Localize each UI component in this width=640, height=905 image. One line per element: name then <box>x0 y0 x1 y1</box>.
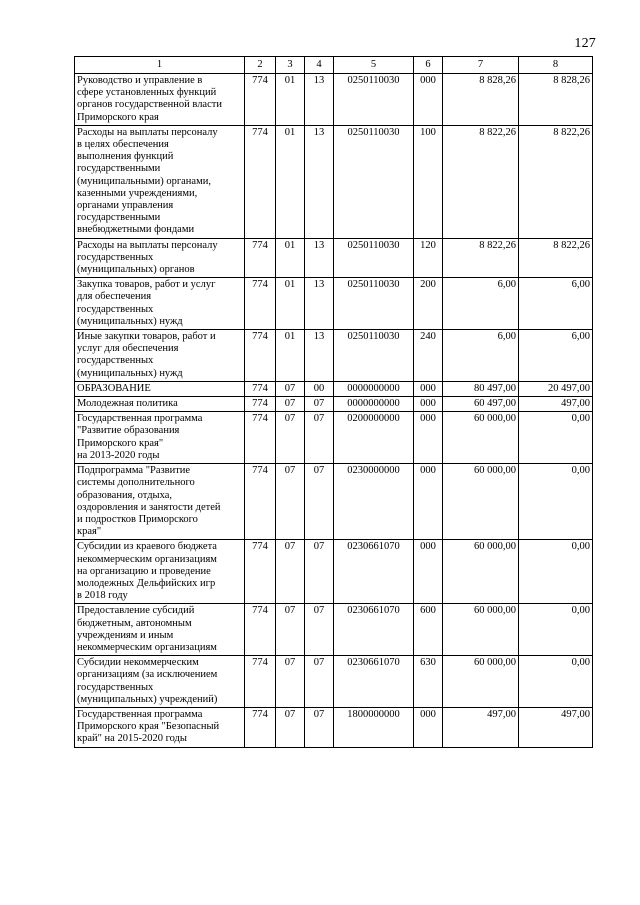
column-header: 2 <box>245 57 276 74</box>
row-name-text: Молодежная политика <box>77 398 178 410</box>
row-name <box>75 125 245 238</box>
table-body <box>75 57 593 748</box>
row-name-text: Руководство и управление в сфере установленных функций органов государственной власти Приморского края <box>77 75 222 123</box>
row-expense-type: 600 <box>414 604 443 656</box>
row-target-article: 0230661070 <box>334 604 414 656</box>
row-admin-code: 774 <box>245 412 276 464</box>
row-section: 07 <box>276 656 305 708</box>
row-subsection: 13 <box>305 238 334 278</box>
row-subsection: 13 <box>305 278 334 330</box>
row-target-article: 0000000000 <box>334 397 414 412</box>
row-sum-col8: 0,00 <box>519 412 593 464</box>
column-header: 5 <box>334 57 414 74</box>
row-expense-type: 200 <box>414 278 443 330</box>
row-section: 01 <box>276 238 305 278</box>
row-target-article: 0200000000 <box>334 412 414 464</box>
row-section: 07 <box>276 604 305 656</box>
row-name <box>75 381 245 396</box>
row-subsection: 07 <box>305 540 334 604</box>
row-expense-type: 000 <box>414 397 443 412</box>
row-sum-col7: 8 828,26 <box>443 74 519 126</box>
row-target-article: 0250110030 <box>334 238 414 278</box>
row-expense-type: 000 <box>414 540 443 604</box>
row-name <box>75 604 245 656</box>
row-section: 07 <box>276 707 305 747</box>
row-sum-col8: 6,00 <box>519 330 593 382</box>
row-target-article: 0250110030 <box>334 278 414 330</box>
row-admin-code: 774 <box>245 74 276 126</box>
row-sum-col7: 60 000,00 <box>443 604 519 656</box>
row-name-text: Иные закупки товаров, работ и услуг для обеспечения государственных (муниципальных) нужд <box>77 331 216 379</box>
row-expense-type: 000 <box>414 381 443 396</box>
row-expense-type: 100 <box>414 125 443 238</box>
row-target-article: 0250110030 <box>334 330 414 382</box>
row-admin-code: 774 <box>245 604 276 656</box>
row-target-article: 0230000000 <box>334 464 414 540</box>
row-sum-col7: 60 000,00 <box>443 656 519 708</box>
row-sum-col7: 60 497,00 <box>443 397 519 412</box>
row-expense-type: 000 <box>414 707 443 747</box>
row-target-article: 0250110030 <box>334 125 414 238</box>
column-header: 3 <box>276 57 305 74</box>
row-subsection: 07 <box>305 412 334 464</box>
row-subsection: 00 <box>305 381 334 396</box>
row-name-text: Предоставление субсидий бюджетным, автономным учреждениям и иным некоммерческим организациям <box>77 605 217 653</box>
row-admin-code: 774 <box>245 278 276 330</box>
row-name <box>75 238 245 278</box>
row-sum-col7: 6,00 <box>443 278 519 330</box>
column-header: 4 <box>305 57 334 74</box>
row-admin-code: 774 <box>245 707 276 747</box>
row-name-text: Расходы на выплаты персоналу государственных (муниципальных) органов <box>77 239 218 276</box>
row-sum-col8: 0,00 <box>519 604 593 656</box>
row-name <box>75 74 245 126</box>
row-name <box>75 540 245 604</box>
row-sum-col8: 0,00 <box>519 464 593 540</box>
row-subsection: 07 <box>305 707 334 747</box>
row-name-text: Подпрограмма "Развитие системы дополнительного образования, отдыха, оздоровления и занятости детей и подростков Приморского края" <box>77 465 221 538</box>
row-sum-col7: 8 822,26 <box>443 238 519 278</box>
column-number-row <box>75 57 593 74</box>
row-subsection: 13 <box>305 125 334 238</box>
row-name <box>75 707 245 747</box>
column-header: 6 <box>414 57 443 74</box>
table-row <box>75 540 593 604</box>
row-admin-code: 774 <box>245 397 276 412</box>
row-subsection: 13 <box>305 330 334 382</box>
row-section: 07 <box>276 412 305 464</box>
table-row <box>75 74 593 126</box>
row-sum-col7: 80 497,00 <box>443 381 519 396</box>
row-section: 01 <box>276 278 305 330</box>
row-target-article: 0250110030 <box>334 74 414 126</box>
row-subsection: 07 <box>305 464 334 540</box>
row-subsection: 13 <box>305 74 334 126</box>
row-admin-code: 774 <box>245 540 276 604</box>
column-header: 8 <box>519 57 593 74</box>
table-row <box>75 330 593 382</box>
row-sum-col7: 60 000,00 <box>443 540 519 604</box>
column-header: 7 <box>443 57 519 74</box>
row-sum-col8: 0,00 <box>519 656 593 708</box>
table-row <box>75 278 593 330</box>
row-admin-code: 774 <box>245 125 276 238</box>
row-sum-col8: 20 497,00 <box>519 381 593 396</box>
row-name-text: Субсидии некоммерческим организациям (за исключением государственных (муниципальных) учреждений) <box>77 657 218 705</box>
row-sum-col8: 497,00 <box>519 397 593 412</box>
row-sum-col8: 0,00 <box>519 540 593 604</box>
row-name-text: Расходы на выплаты персоналу в целях обеспечения выполнения функций государственными (муниципальными) органами, казенными учреждениями, органами управления государственными внебюджетными фондами <box>77 126 218 236</box>
table-row <box>75 604 593 656</box>
row-sum-col8: 497,00 <box>519 707 593 747</box>
page-number: 127 <box>574 36 596 51</box>
table-row <box>75 412 593 464</box>
row-admin-code: 774 <box>245 238 276 278</box>
row-sum-col8: 8 828,26 <box>519 74 593 126</box>
table-row <box>75 464 593 540</box>
row-sum-col8: 6,00 <box>519 278 593 330</box>
row-name <box>75 397 245 412</box>
row-name-text: ОБРАЗОВАНИЕ <box>77 382 151 394</box>
row-target-article: 0000000000 <box>334 381 414 396</box>
column-header: 1 <box>75 57 245 74</box>
row-section: 07 <box>276 397 305 412</box>
budget-table <box>74 56 593 748</box>
row-subsection: 07 <box>305 397 334 412</box>
row-name-text: Государственная программа Приморского края "Безопасный край" на 2015-2020 годы <box>77 708 220 745</box>
row-expense-type: 630 <box>414 656 443 708</box>
table-row <box>75 707 593 747</box>
row-expense-type: 000 <box>414 412 443 464</box>
row-subsection: 07 <box>305 604 334 656</box>
row-name <box>75 278 245 330</box>
table-row <box>75 125 593 238</box>
row-sum-col7: 60 000,00 <box>443 412 519 464</box>
row-admin-code: 774 <box>245 381 276 396</box>
row-name <box>75 656 245 708</box>
row-expense-type: 120 <box>414 238 443 278</box>
row-section: 07 <box>276 540 305 604</box>
row-sum-col8: 8 822,26 <box>519 238 593 278</box>
row-name-text: Закупка товаров, работ и услуг для обеспечения государственных (муниципальных) нужд <box>77 279 216 327</box>
table-row <box>75 381 593 396</box>
row-name-text: Государственная программа "Развитие образования Приморского края" на 2013-2020 годы <box>77 413 203 461</box>
row-target-article: 0230661070 <box>334 656 414 708</box>
row-section: 01 <box>276 74 305 126</box>
row-name <box>75 412 245 464</box>
row-name <box>75 330 245 382</box>
row-sum-col8: 8 822,26 <box>519 125 593 238</box>
table-row <box>75 397 593 412</box>
row-target-article: 1800000000 <box>334 707 414 747</box>
row-subsection: 07 <box>305 656 334 708</box>
row-sum-col7: 6,00 <box>443 330 519 382</box>
row-admin-code: 774 <box>245 330 276 382</box>
table-row <box>75 656 593 708</box>
row-admin-code: 774 <box>245 656 276 708</box>
row-sum-col7: 60 000,00 <box>443 464 519 540</box>
row-section: 07 <box>276 381 305 396</box>
row-expense-type: 240 <box>414 330 443 382</box>
table-row <box>75 238 593 278</box>
row-section: 01 <box>276 330 305 382</box>
row-expense-type: 000 <box>414 74 443 126</box>
row-name-text: Субсидии из краевого бюджета некоммерческим организациям на организацию и проведение молодежных Дельфийских игр в 2018 году <box>77 541 217 602</box>
row-section: 07 <box>276 464 305 540</box>
row-admin-code: 774 <box>245 464 276 540</box>
row-section: 01 <box>276 125 305 238</box>
row-target-article: 0230661070 <box>334 540 414 604</box>
row-sum-col7: 497,00 <box>443 707 519 747</box>
row-expense-type: 000 <box>414 464 443 540</box>
row-name <box>75 464 245 540</box>
row-sum-col7: 8 822,26 <box>443 125 519 238</box>
